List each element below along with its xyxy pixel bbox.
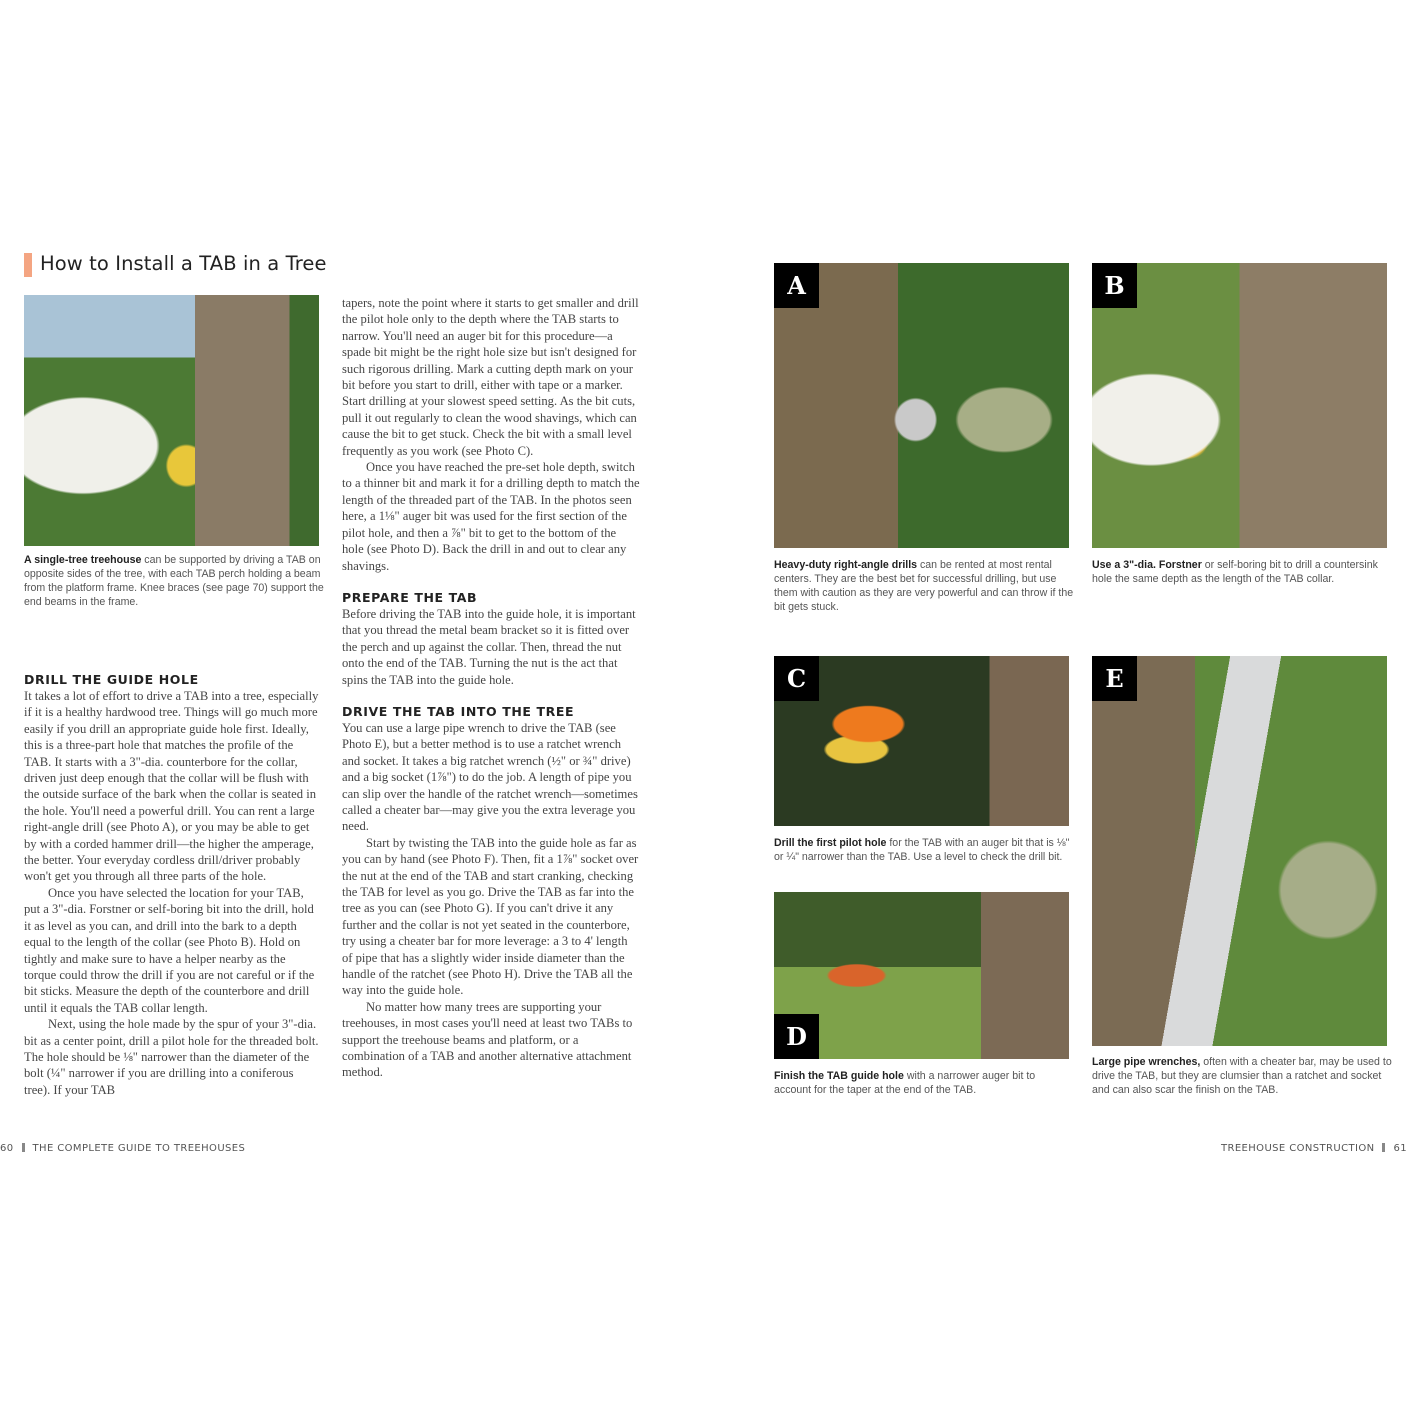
caption-text: can be supported by driving a TAB on opposite sides of the tree, with each TAB perch holding a beam from the platform frame. Knee braces (see page 70) support the end beams in the frame. xyxy=(24,554,324,608)
paragraph: You can use a large pipe wrench to drive the TAB (see Photo E), but a better method is to use a ratchet wrench and socket. It takes a big ratchet wrench (½" or ¾" drive) and a big socket (1⅞") to do the job. A length of pipe you can slip over the handle of the ratchet wrench—sometimes called a cheater bar—may give you the extra leverage you need. xyxy=(342,720,638,834)
photo-d-caption xyxy=(774,1069,1074,1097)
section-heading-drive: DRIVE THE TAB INTO THE TREE xyxy=(342,703,575,719)
footer-left xyxy=(0,1143,245,1154)
paragraph: Before driving the TAB into the guide hole, it is important that you thread the metal beam bracket so it is fitted over the perch and up against the collar. Then, thread the nut onto the end of the TAB. Turning the nut is the act that spins the TAB into the guide hole. xyxy=(342,606,636,687)
paragraph: Next, using the hole made by the spur of your 3"-dia. bit as a center point, drill a pilot hole for the threaded bolt. The hole should be ⅛" narrower than the diameter of the bolt (¼" narrower if you are drilling into a coniferous tree). If your TAB xyxy=(24,1017,319,1097)
photo-e xyxy=(1092,656,1387,1046)
title-accent-bar xyxy=(24,253,32,277)
main-photo-caption xyxy=(24,553,324,609)
photo-label-a: A xyxy=(774,263,819,308)
footer-right xyxy=(1221,1143,1407,1154)
caption-text: or self-boring bit to drill a countersink hole the same depth as the length of the TAB collar. xyxy=(1092,559,1378,585)
footer-separator xyxy=(22,1143,25,1152)
page-title: How to Install a TAB in a Tree xyxy=(40,252,327,275)
photo-b xyxy=(1092,263,1387,548)
paragraph: Start by twisting the TAB into the guide hole as far as you can by hand (see Photo F). Then, fit a 1⅞" socket over the nut at the end of the TAB and start cranking, checking the TAB for level as you go. Drive the TAB as far into the tree as you can (see Photo G). If you can't drive it any further and the collar is not yet seated in the counterbore, try using a cheater bar for more leverage: a 3 to 4' length of pipe that has a slightly wider inside diameter than the handle of the ratchet (see Photo H). Drive the TAB all the way into the guide hole. xyxy=(342,835,639,998)
paragraph: It takes a lot of effort to drive a TAB into a tree, especially if it is a healthy hardwood tree. Things will go much more easily if you drill an appropriate guide hole first. Ideally, this is a three-part hole that matches the profile of the TAB. It starts with a 3"-dia. counterbore for the collar, driven just deep enough that the collar will be flush with the outside surface of the bark when the collar is seated in the hole. You'll need a powerful drill. You can rent a large right-angle drill (see Photo A), or you may be able to get by with a corded hammer drill—the higher the amperage, the better. Your everyday cordless drill/driver probably won't get you through all three parts of the hole. xyxy=(24,689,319,884)
photo-label-e: E xyxy=(1092,656,1137,701)
photo-d xyxy=(774,892,1069,1059)
photo-c-caption xyxy=(774,836,1074,864)
paragraph: No matter how many trees are supporting your treehouses, in most cases you'll need at least two TABs to support the treehouse beams and platform, or a combination of a TAB and another alternative attachment method. xyxy=(342,999,633,1080)
caption-lead: A single-tree treehouse xyxy=(24,554,142,566)
main-photo xyxy=(24,295,319,546)
column-2 xyxy=(342,295,640,1081)
photo-label-d: D xyxy=(774,1014,819,1059)
caption-lead: Finish the TAB guide hole xyxy=(774,1070,904,1082)
section-heading-prepare: PREPARE THE TAB xyxy=(342,589,478,605)
photo-c xyxy=(774,656,1069,826)
page-number: 60 xyxy=(0,1143,14,1154)
caption-text: often with a cheater bar, may be used to drive the TAB, but they are clumsier than a ratchet and socket and can also scar the finish on the TAB. xyxy=(1092,1056,1392,1096)
photo-label-b: B xyxy=(1092,263,1137,308)
caption-lead: Large pipe wrenches, xyxy=(1092,1056,1201,1068)
paragraph: Once you have selected the location for your TAB, put a 3"-dia. Forstner or self-boring bit into the drill, hold it as level as you can, and drill into the bark to a depth equal to the length of the collar (see Photo B). Hold on tightly and make sure to have a helper nearby as the torque could throw the drill if you are not careful or if the bit sticks. Measure the depth of the counterbore and drill until it equals the TAB collar length. xyxy=(24,885,315,1015)
photo-b-caption xyxy=(1092,558,1392,586)
paragraph: tapers, note the point where it starts to get smaller and drill the pilot hole only to the depth where the TAB starts to narrow. You'll need an auger bit for this procedure—a spade bit might be the right hole size but isn't designed for such rigorous drilling. Mark a cutting depth mark on your bit before you start to drill, either with tape or a marker. Start drilling at your slowest speed setting. As the bit cuts, pull it out regularly to clean the wood shavings, which can cause the bit to get stuck. Check the bit with a small level frequently as you work (see Photo C). xyxy=(342,296,639,458)
paragraph: Once you have reached the pre-set hole depth, switch to a thinner bit and mark it for a drilling depth to match the length of the threaded part of the TAB. In the photos seen here, a 1⅛" auger bit was used for the first section of the pilot hole, and then a ⅞" bit to get to the bottom of the hole (see Photo D). Back the drill in and out to clear any shavings. xyxy=(342,460,640,573)
photo-label-c: C xyxy=(774,656,819,701)
photo-a xyxy=(774,263,1069,548)
caption-lead: Use a 3"-dia. Forstner xyxy=(1092,559,1202,571)
section-heading-drill: DRILL THE GUIDE HOLE xyxy=(24,672,199,687)
caption-text: for the TAB with an auger bit that is ⅛" or ¼" narrower than the TAB. Use a level to check the drill bit. xyxy=(774,837,1070,863)
caption-text: can be rented at most rental centers. They are the best bet for successful drilling, but use them with caution as they are very powerful and can throw if the bit gets stuck. xyxy=(774,559,1074,613)
page-number: 61 xyxy=(1393,1143,1407,1154)
running-title: THE COMPLETE GUIDE TO TREEHOUSES xyxy=(32,1143,246,1154)
caption-text: with a narrower auger bit to account for the taper at the end of the TAB. xyxy=(774,1070,1036,1096)
column-1 xyxy=(24,672,320,1098)
caption-lead: Drill the first pilot hole xyxy=(774,837,887,849)
caption-lead: Heavy-duty right-angle drills xyxy=(774,559,918,571)
footer-separator xyxy=(1382,1143,1385,1152)
photo-a-caption xyxy=(774,558,1074,614)
running-title: TREEHOUSE CONSTRUCTION xyxy=(1220,1143,1375,1154)
photo-e-caption xyxy=(1092,1055,1392,1097)
